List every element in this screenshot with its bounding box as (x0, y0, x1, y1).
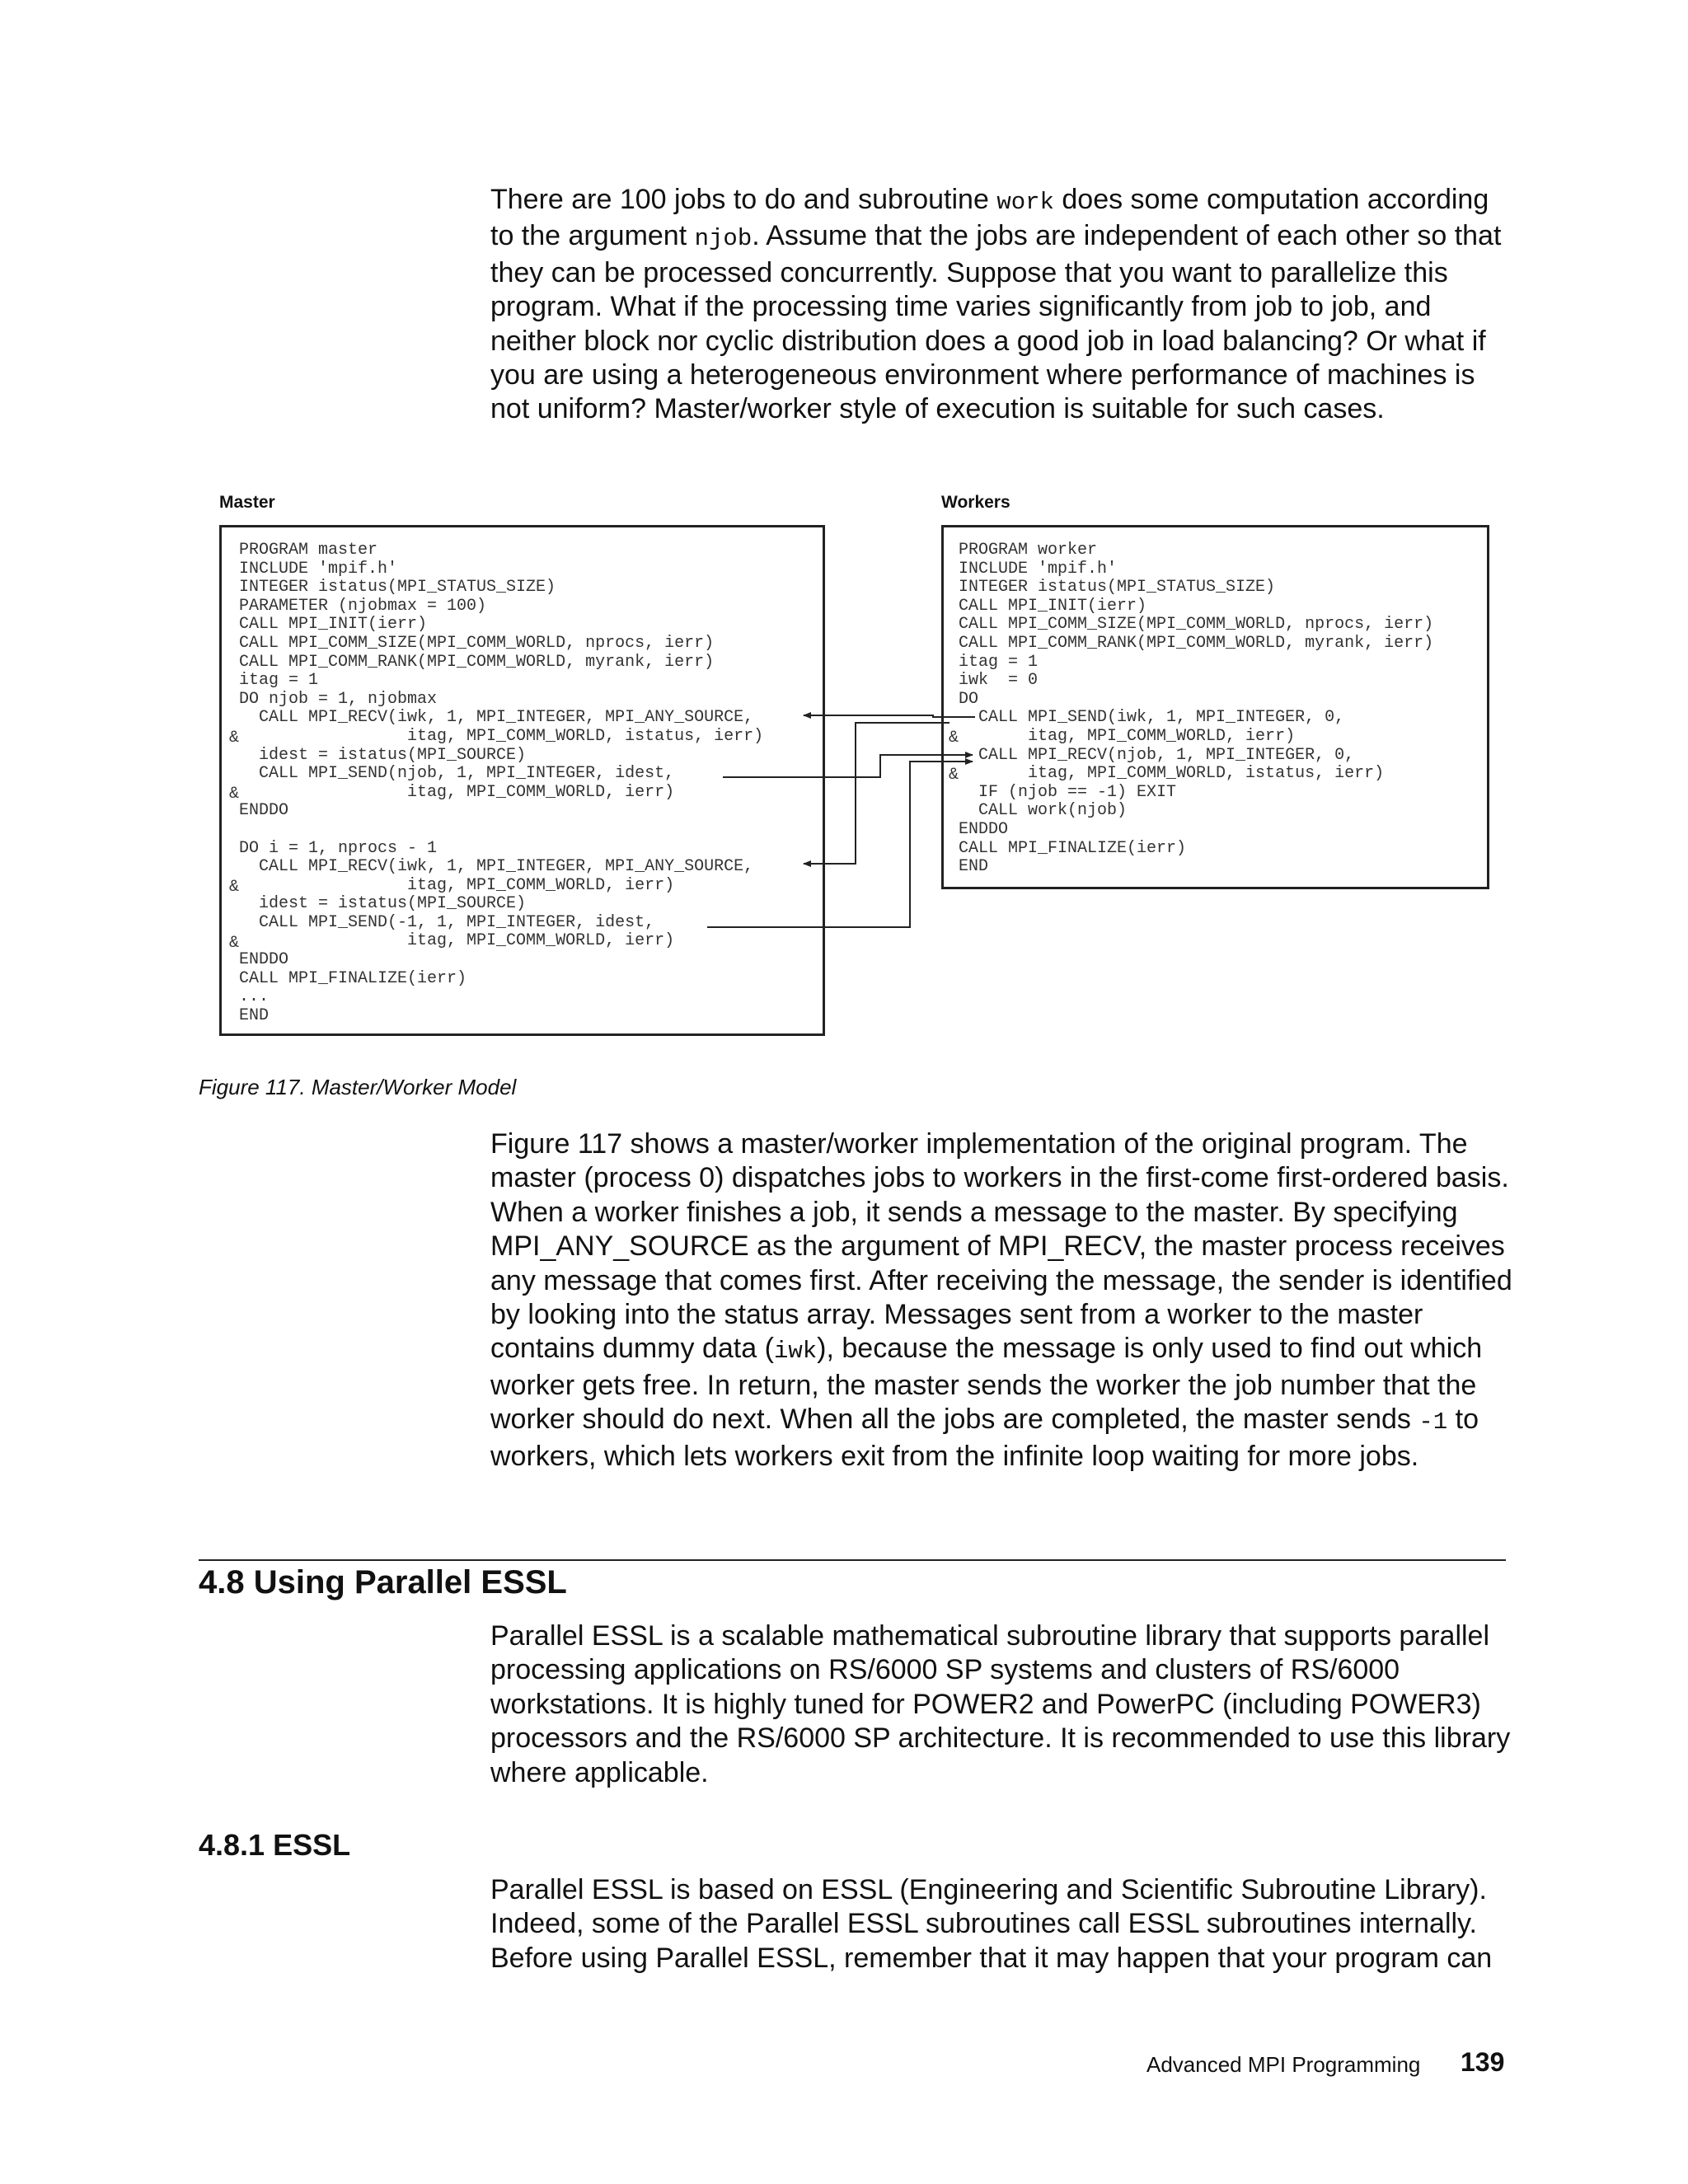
intro-text-1: There are 100 jobs to do and subroutine (490, 184, 997, 215)
explanation-text-3: to workers, which lets workers exit from the infinite loop waiting for more jobs. (490, 1404, 1479, 1472)
continuation-mark: & (229, 878, 240, 897)
continuation-mark: & (949, 766, 959, 785)
explanation-paragraph (490, 1127, 1517, 1474)
explanation-text-1: Figure 117 shows a master/worker implementation of the original program. The master (process 0) dispatches jobs to workers in the first-come first-ordered basis. When a worker finishes a job, it sends a message to the master. By specifying MPI_ANY_SOURCE as the argument of MPI_RECV, the master process receives any message that comes first. After receiving the message, the sender is identified by looking into the status array. Messages sent from a worker to the master contains dummy data ( (490, 1128, 1512, 1365)
continuation-mark: & (229, 785, 240, 804)
figure-caption: Figure 117. Master/Worker Model (199, 1075, 517, 1099)
section-4-8-paragraph: Parallel ESSL is a scalable mathematical subroutine library that supports parallel processing applications on RS/6000 SP systems and clusters of RS/6000 workstations. It is highly tuned for POWER2 and PowerPC (including POWER3) processors and the RS/6000 SP architecture. It is recommended to use this library where applicable. (490, 1620, 1511, 1788)
inline-code-work: work (996, 189, 1054, 216)
master-panel-label: Master (219, 493, 275, 512)
inline-code-njob: njob (694, 225, 753, 253)
arrow-worker-send-to-master-final-recv (804, 723, 950, 864)
section-divider (199, 1559, 1506, 1561)
continuation-mark: & (949, 729, 959, 748)
continuation-mark: & (229, 729, 240, 748)
arrow-worker-send-to-master-recv (804, 715, 975, 717)
intro-text-2: does some computation according to the argument (490, 184, 1489, 252)
arrow-master-final-send-to-worker (707, 762, 973, 927)
arrow-master-send-to-worker-recv (723, 755, 973, 777)
workers-panel-label: Workers (941, 493, 1010, 512)
page-number: 139 (1461, 2047, 1505, 2077)
workers-code-listing: PROGRAM worker INCLUDE 'mpif.h' INTEGER istatus(MPI_STATUS_SIZE) CALL MPI_INIT(ierr) CALL MPI_COMM_SIZE(MPI_COMM_WORLD, nprocs, ierr) CALL MPI_COMM_RANK(MPI_COMM_WORLD, myrank, ierr) itag = 1 iwk = 0 DO CALL MPI_SEND(iwk, 1, MPI_INTEGER, 0, itag, MPI_COMM_WORLD, ierr) CALL MPI_RECV(njob, 1, MPI_INTEGER, 0, itag, MPI_COMM_WORLD, istatus, ierr) IF (njob == -1) EXIT CALL work(njob) ENDDO CALL MPI_FINALIZE(ierr) END (959, 541, 1434, 877)
section-heading-4-8-1: 4.8.1 ESSL (199, 1828, 351, 1862)
section-heading-4-8: 4.8 Using Parallel ESSL (199, 1564, 567, 1601)
master-code-listing: PROGRAM master INCLUDE 'mpif.h' INTEGER istatus(MPI_STATUS_SIZE) PARAMETER (njobmax = 100) CALL MPI_INIT(ierr) CALL MPI_COMM_SIZE(MPI_COMM_WORLD, nprocs, ierr) CALL MPI_COMM_RANK(MPI_COMM_WORLD, myrank, ierr) itag = 1 DO njob = 1, njobmax CALL MPI_RECV(iwk, 1, MPI_INTEGER, MPI_ANY_SOURCE, itag, MPI_COMM_WORLD, istatus, ierr) idest = istatus(MPI_SOURCE) CALL MPI_SEND(njob, 1, MPI_INTEGER, idest, itag, MPI_COMM_WORLD, ierr) ENDDO DO i = 1, nprocs - 1 CALL MPI_RECV(iwk, 1, MPI_INTEGER, MPI_ANY_SOURCE, itag, MPI_COMM_WORLD, ierr) idest = istatus(MPI_SOURCE) CALL MPI_SEND(-1, 1, MPI_INTEGER, idest, itag, MPI_COMM_WORLD, ierr) ENDDO CALL MPI_FINALIZE(ierr) ... END (239, 541, 764, 1025)
running-footer-title: Advanced MPI Programming (1146, 2052, 1421, 2077)
explanation-text-2: ), because the message is only used to find out which worker gets free. In return, the master sends the worker the job number that the worker should do next. When all the jobs are completed, the master sends (490, 1333, 1483, 1436)
inline-code-minus-one: -1 (1418, 1408, 1448, 1436)
intro-text-3: . Assume that the jobs are independent of each other so that they can be processed concurrently. Suppose that you want to parallelize this program. What if the processing time varies significantly from job to job, and neither block nor cyclic distribution does a good job in load balancing? Or what if you are using a heterogeneous environment where performance of machines is not uniform? Master/worker style of execution is suitable for such cases. (490, 220, 1502, 425)
continuation-mark: & (229, 934, 240, 953)
section-4-8-1-paragraph: Parallel ESSL is based on ESSL (Engineering and Scientific Subroutine Library). Indeed, some of the Parallel ESSL subroutines call ESSL subroutines internally. Before using Parallel ESSL, remember that it may happen that your program can (490, 1874, 1493, 1974)
inline-code-iwk: iwk (773, 1338, 818, 1366)
